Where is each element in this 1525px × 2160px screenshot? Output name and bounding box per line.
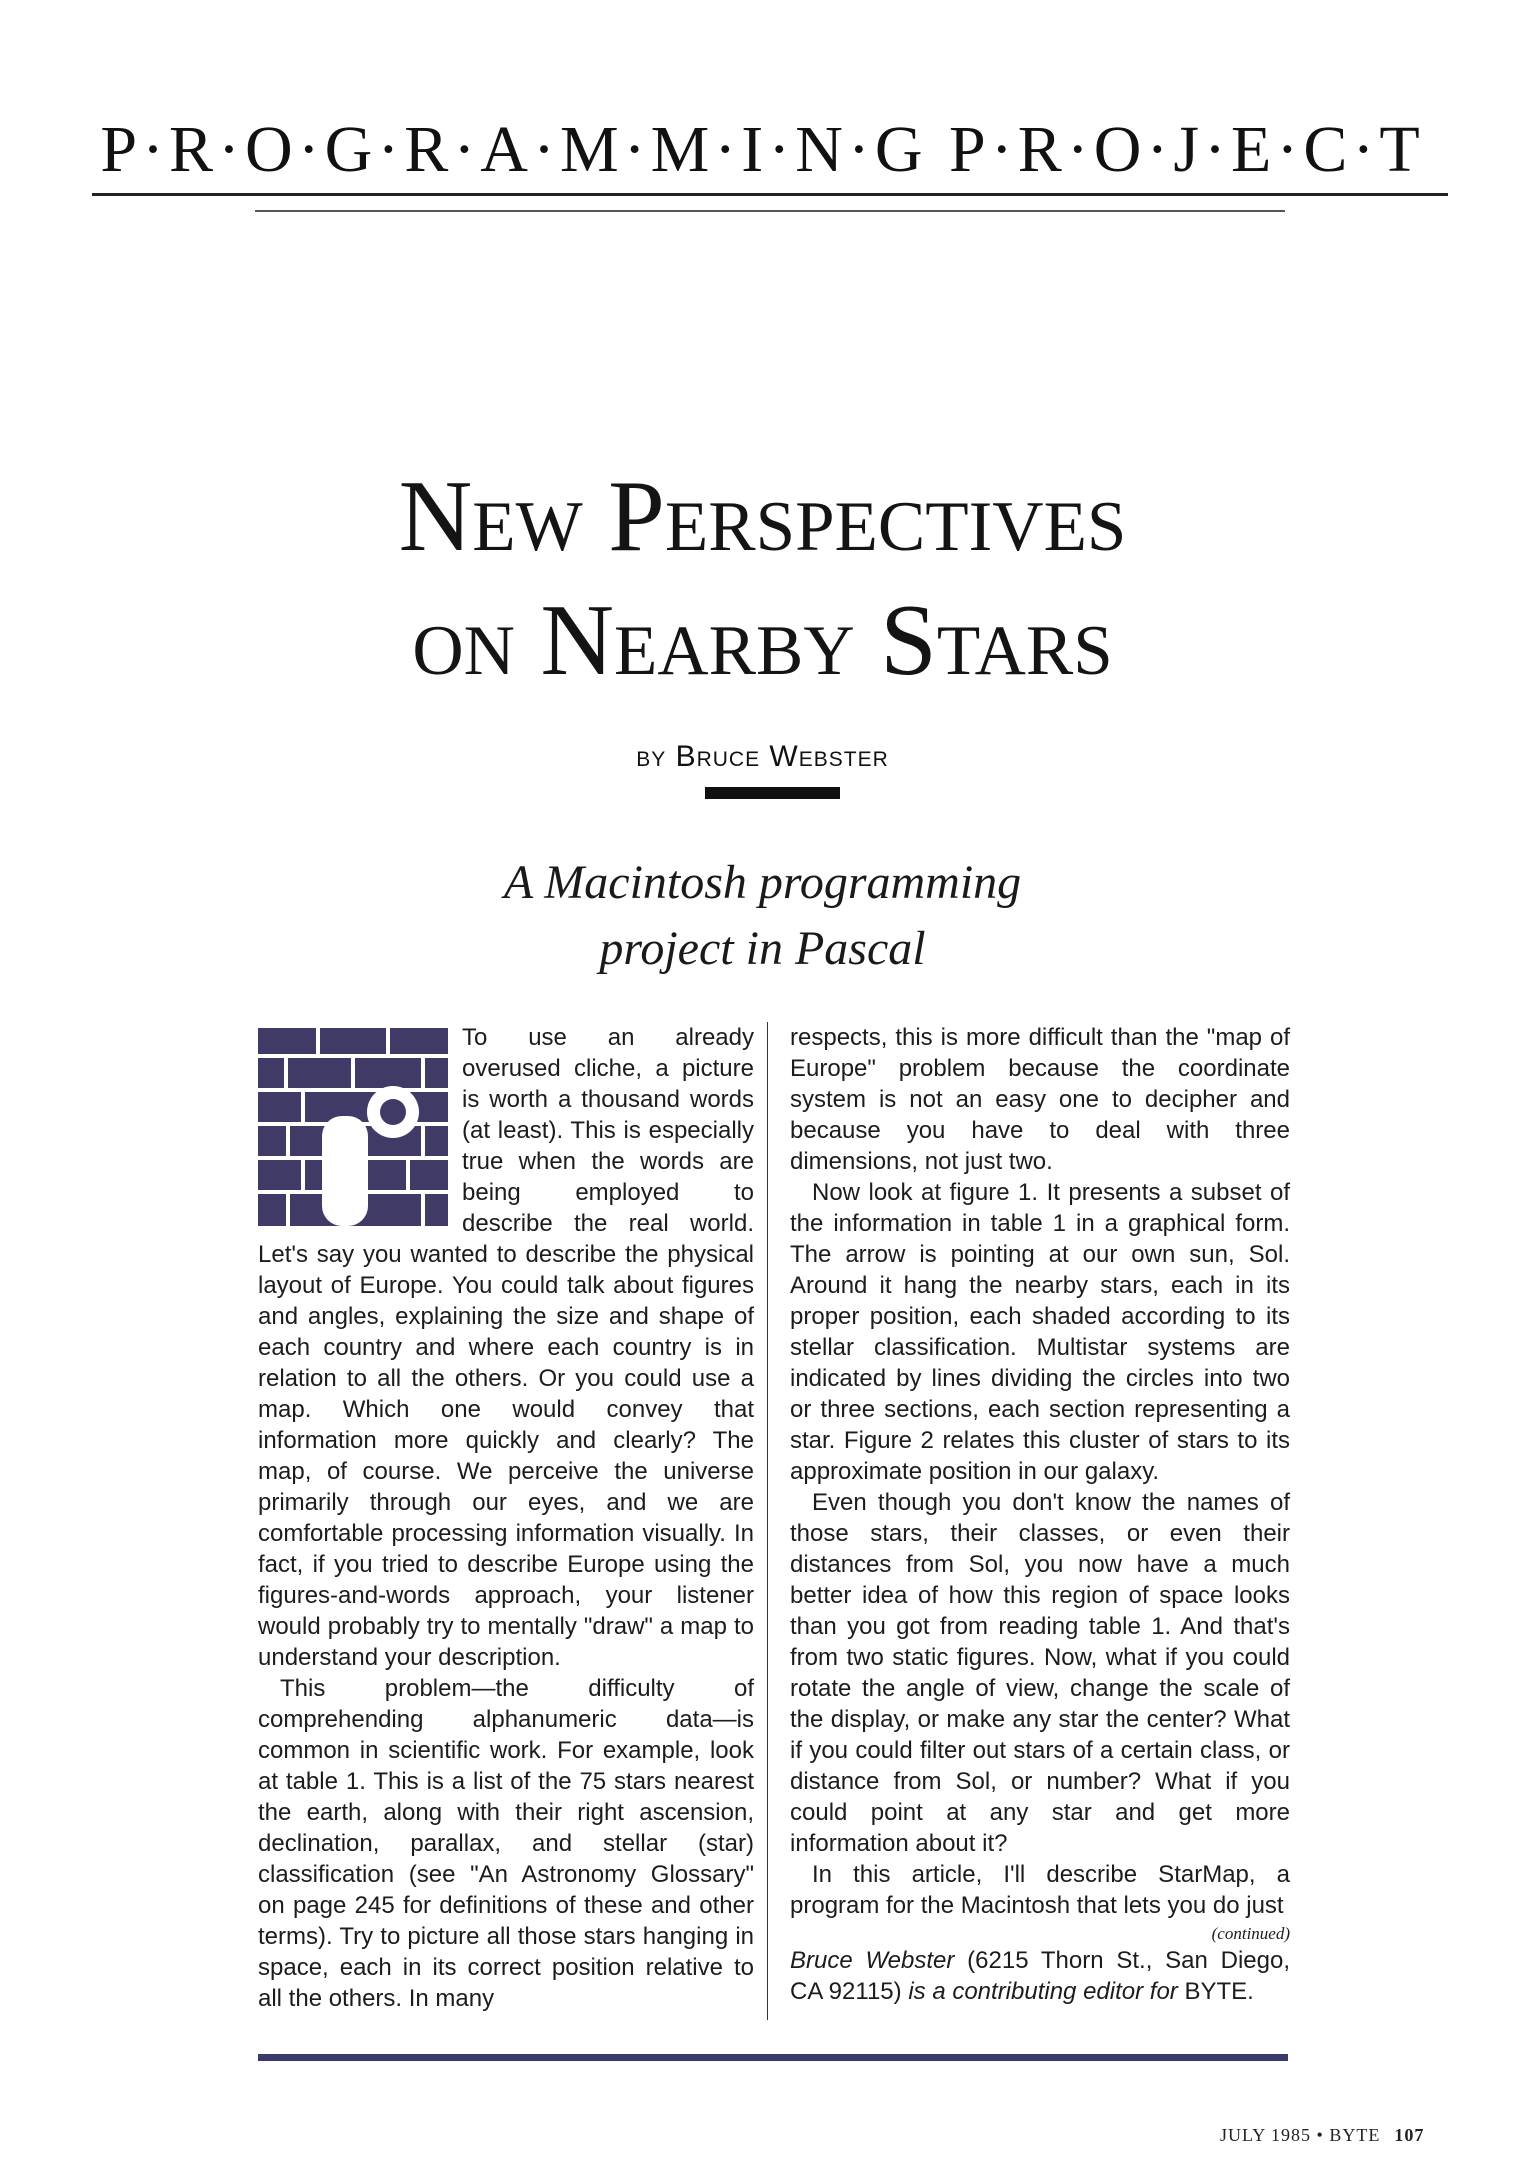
bio-address: (6215 Thorn St., San Diego, CA 92115) xyxy=(790,1947,1290,2005)
page-number: 107 xyxy=(1394,2125,1425,2145)
page-folio xyxy=(1220,2125,1424,2146)
footer-rule xyxy=(258,2054,1288,2061)
title-line-1: New Perspectives xyxy=(398,460,1127,573)
article-dek xyxy=(0,850,1525,982)
column-left xyxy=(258,1022,754,2014)
column-divider xyxy=(767,1022,768,2020)
left-paragraph-2: This problem—the difficulty of comprehending alphanumeric data—is common in scientific work. For example, look at table 1. This is a list of the 75 stars nearest the earth, along with their right ascension, declination, parallax, and stellar (star) classification (see "An Astronomy Glossary" on page 245 for definitions of these and other terms). Try to picture all those stars hanging in space, each in its correct position relative to all the others. In many xyxy=(258,1675,754,2012)
header-rule-thick xyxy=(92,193,1448,196)
dek-line-1: A Macintosh programming xyxy=(503,856,1022,909)
continued-label: (continued) xyxy=(1211,1924,1290,1943)
right-paragraph-2: Now look at figure 1. It presents a subset of the information in table 1 in a graphical form. The arrow is pointing at our own sun, Sol. Around it hang the nearby stars, each in its proper position, each shaded according to its stellar classification. Multistar systems are indicated by lines dividing the circles into two or three sections, each section representing a star. Figure 2 relates this cluster of stars to its approximate position in our galaxy. xyxy=(790,1179,1290,1485)
dropcap-t-icon xyxy=(258,1028,448,1226)
right-paragraph-3: Even though you don't know the names of those stars, their classes, or even their distances from Sol, you now have a much better idea of how this region of space looks than you got from reading table 1. And that's from two static figures. Now, what if you could rotate the angle of view, change the scale of the display, or make any star the center? What if you could filter out stars of a certain class, or distance from Sol, or number? What if you could point at any star and get more information about it? xyxy=(790,1489,1290,1857)
header-rule-thin xyxy=(255,210,1285,212)
issue-label: JULY 1985 • BYTE xyxy=(1220,2125,1381,2145)
dek-line-2: project in Pascal xyxy=(599,922,926,975)
author-bio xyxy=(790,1945,1290,2007)
column-right xyxy=(790,1022,1290,2007)
bio-name: Bruce Webster xyxy=(790,1947,955,1974)
bio-magazine: BYTE. xyxy=(1184,1978,1254,2005)
article-title xyxy=(0,455,1525,703)
bio-role: is a contributing editor for xyxy=(908,1978,1178,2005)
byline: by Bruce Webster xyxy=(636,740,889,773)
section-label: P·R·O·G·R·A·M·M·I·N·G P·R·O·J·E·C·T xyxy=(100,113,1425,186)
left-paragraph-1: To use an already overused cliche, a picture is worth a thousand words (at least). This is especially true when the words are being employed to describe the real world. Let's say you wanted to describe the physical layout of Europe. You could talk about figures and angles, explaining the size and shape of each country and where each country is in relation to all the others. Or you could use a map. Which one would convey that information more quickly and clearly? The map, of course. We perceive the universe primarily through our eyes, and we are comfortable processing information visually. In fact, if you tried to describe Europe using the figures-and-words approach, your listener would probably try to mentally "draw" a map to understand your description. xyxy=(258,1024,754,1671)
title-line-2: on Nearby Stars xyxy=(412,584,1113,697)
byline-bar xyxy=(705,787,840,799)
right-paragraph-1: respects, this is more difficult than the "map of Europe" problem because the coordinate system is not an easy one to decipher and because you have to deal with three dimensions, not just two. xyxy=(790,1024,1290,1175)
right-paragraph-4: In this article, I'll describe StarMap, a program for the Macintosh that lets you do just xyxy=(790,1861,1290,1919)
